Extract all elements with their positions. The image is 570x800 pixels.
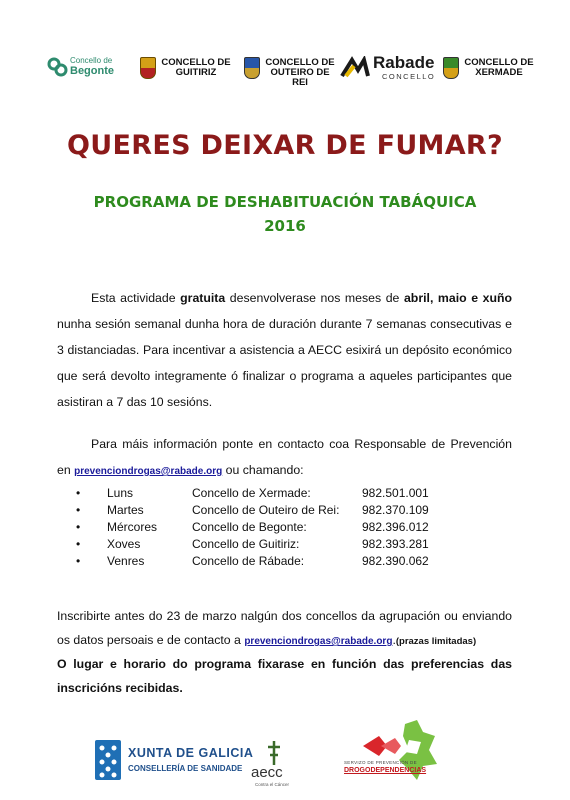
header-logo-bar [0, 48, 570, 88]
para1-text2: desenvolverase nos meses de [225, 291, 404, 305]
bullet-icon: • [76, 520, 81, 534]
bullet-icon: • [76, 486, 81, 500]
para1-bold-months: abril, maio e xuño [403, 291, 512, 305]
schedule-list [0, 486, 570, 576]
outeiro-shield-icon [244, 57, 260, 79]
rabade-logo-sub: CONCELLO [382, 72, 436, 81]
schedule-place: Concello de Guitiriz: [192, 537, 300, 551]
schedule-day: Mércores [107, 520, 158, 534]
rabade-logo-name: Rabade [373, 53, 435, 72]
begonte-emblem-icon [46, 56, 68, 78]
para3-text1: Inscribirte antes do 23 de marzo nalgún dos concellos da agrupación ou enviando os datos persoais e de contacto a [57, 609, 512, 647]
xermade-shield-icon [443, 57, 459, 79]
guitiriz-logo-line2: GUITIRIZ [175, 67, 217, 78]
para1-bold-free: gratuita [180, 291, 226, 305]
para2-text1: Para máis información ponte en contacto coa Responsable de Prevención en [57, 437, 512, 477]
schedule-phone: 982.396.012 [362, 520, 429, 534]
prevention-service-emblem-icon [343, 720, 443, 784]
outeiro-logo-line2: OUTEIRO DE REI [270, 67, 330, 88]
guitiriz-shield-icon [140, 57, 156, 79]
xermade-logo [462, 58, 536, 78]
xunta-name: XUNTA DE GALICIA [128, 746, 254, 760]
rabade-emblem-icon [340, 56, 370, 80]
begonte-logo-line1: Concello de [70, 56, 113, 65]
schedule-place: Concello de Outeiro de Rei: [192, 503, 340, 517]
schedule-day: Luns [107, 486, 134, 500]
para2-text2: ou chamando: [222, 463, 304, 477]
schedule-day: Venres [107, 554, 145, 568]
schedule-phone: 982.370.109 [362, 503, 429, 517]
schedule-note-paragraph: O lugar e horario do programa fixarase en función das preferencias das inscricións recibidas. [57, 657, 512, 695]
xunta-department: CONSELLERÍA DE SANIDADE [128, 764, 243, 773]
bullet-icon: • [76, 554, 81, 568]
bullet-icon: • [76, 537, 81, 551]
para1-text3: nunha sesión semanal dunha hora de duración durante 7 semanas consecutivas e 3 distanciadas. Para incentivar a asistencia a AECC esixirá un depósito económico que será devolto integramente ó finalizar o programa a aqueles participantes que asistiran a 7 das 10 sesións. [57, 317, 512, 409]
page-title: QUERES DEIXAR DE FUMAR? [67, 130, 503, 161]
begonte-logo-line2: Begonte [70, 65, 114, 77]
contact-email-link[interactable]: prevenciondrogas@rabade.org [74, 466, 223, 477]
prevention-service-line1: SERVIZO DE PREVENCIÓN DE [344, 760, 417, 765]
guitiriz-logo [160, 58, 232, 78]
para1-text1: Esta actividade [91, 291, 181, 305]
program-subtitle: PROGRAMA DE DESHABITUACIÓN TABÁQUICA [93, 193, 477, 211]
program-year: 2016 [264, 217, 306, 235]
schedule-day: Xoves [107, 537, 141, 551]
schedule-day: Martes [107, 503, 144, 517]
registration-email-link[interactable]: prevenciondrogas@rabade.org [244, 636, 393, 647]
xunta-emblem-icon [95, 740, 121, 780]
description-paragraph [57, 285, 512, 415]
para3-text2: . [392, 633, 396, 647]
aecc-cross-icon [265, 740, 283, 766]
xermade-logo-line1: CONCELLO DE [464, 57, 534, 68]
outeiro-logo-line1: CONCELLO DE [265, 57, 335, 68]
contact-paragraph [57, 431, 512, 485]
aecc-name: aecc [251, 764, 283, 781]
registration-paragraph [57, 604, 512, 654]
schedule-phone: 982.501.001 [362, 486, 429, 500]
places-limited-note: (prazas limitadas) [395, 636, 477, 647]
schedule-phone: 982.390.062 [362, 554, 429, 568]
footer-logo-bar [0, 720, 570, 800]
prevention-service-line2: DROGODEPENDENCIAS [344, 767, 427, 774]
guitiriz-logo-line1: CONCELLO DE [161, 57, 231, 68]
schedule-place: Concello de Begonte: [192, 520, 307, 534]
schedule-place: Concello de Xermade: [192, 486, 311, 500]
schedule-place: Concello de Rábade: [192, 554, 305, 568]
xermade-logo-line2: XERMADE [475, 67, 523, 78]
outeiro-logo [262, 58, 338, 88]
aecc-subtitle: Contra el Cáncer [255, 782, 290, 787]
bullet-icon: • [76, 503, 81, 517]
begonte-logo [46, 54, 126, 80]
schedule-phone: 982.393.281 [362, 537, 429, 551]
